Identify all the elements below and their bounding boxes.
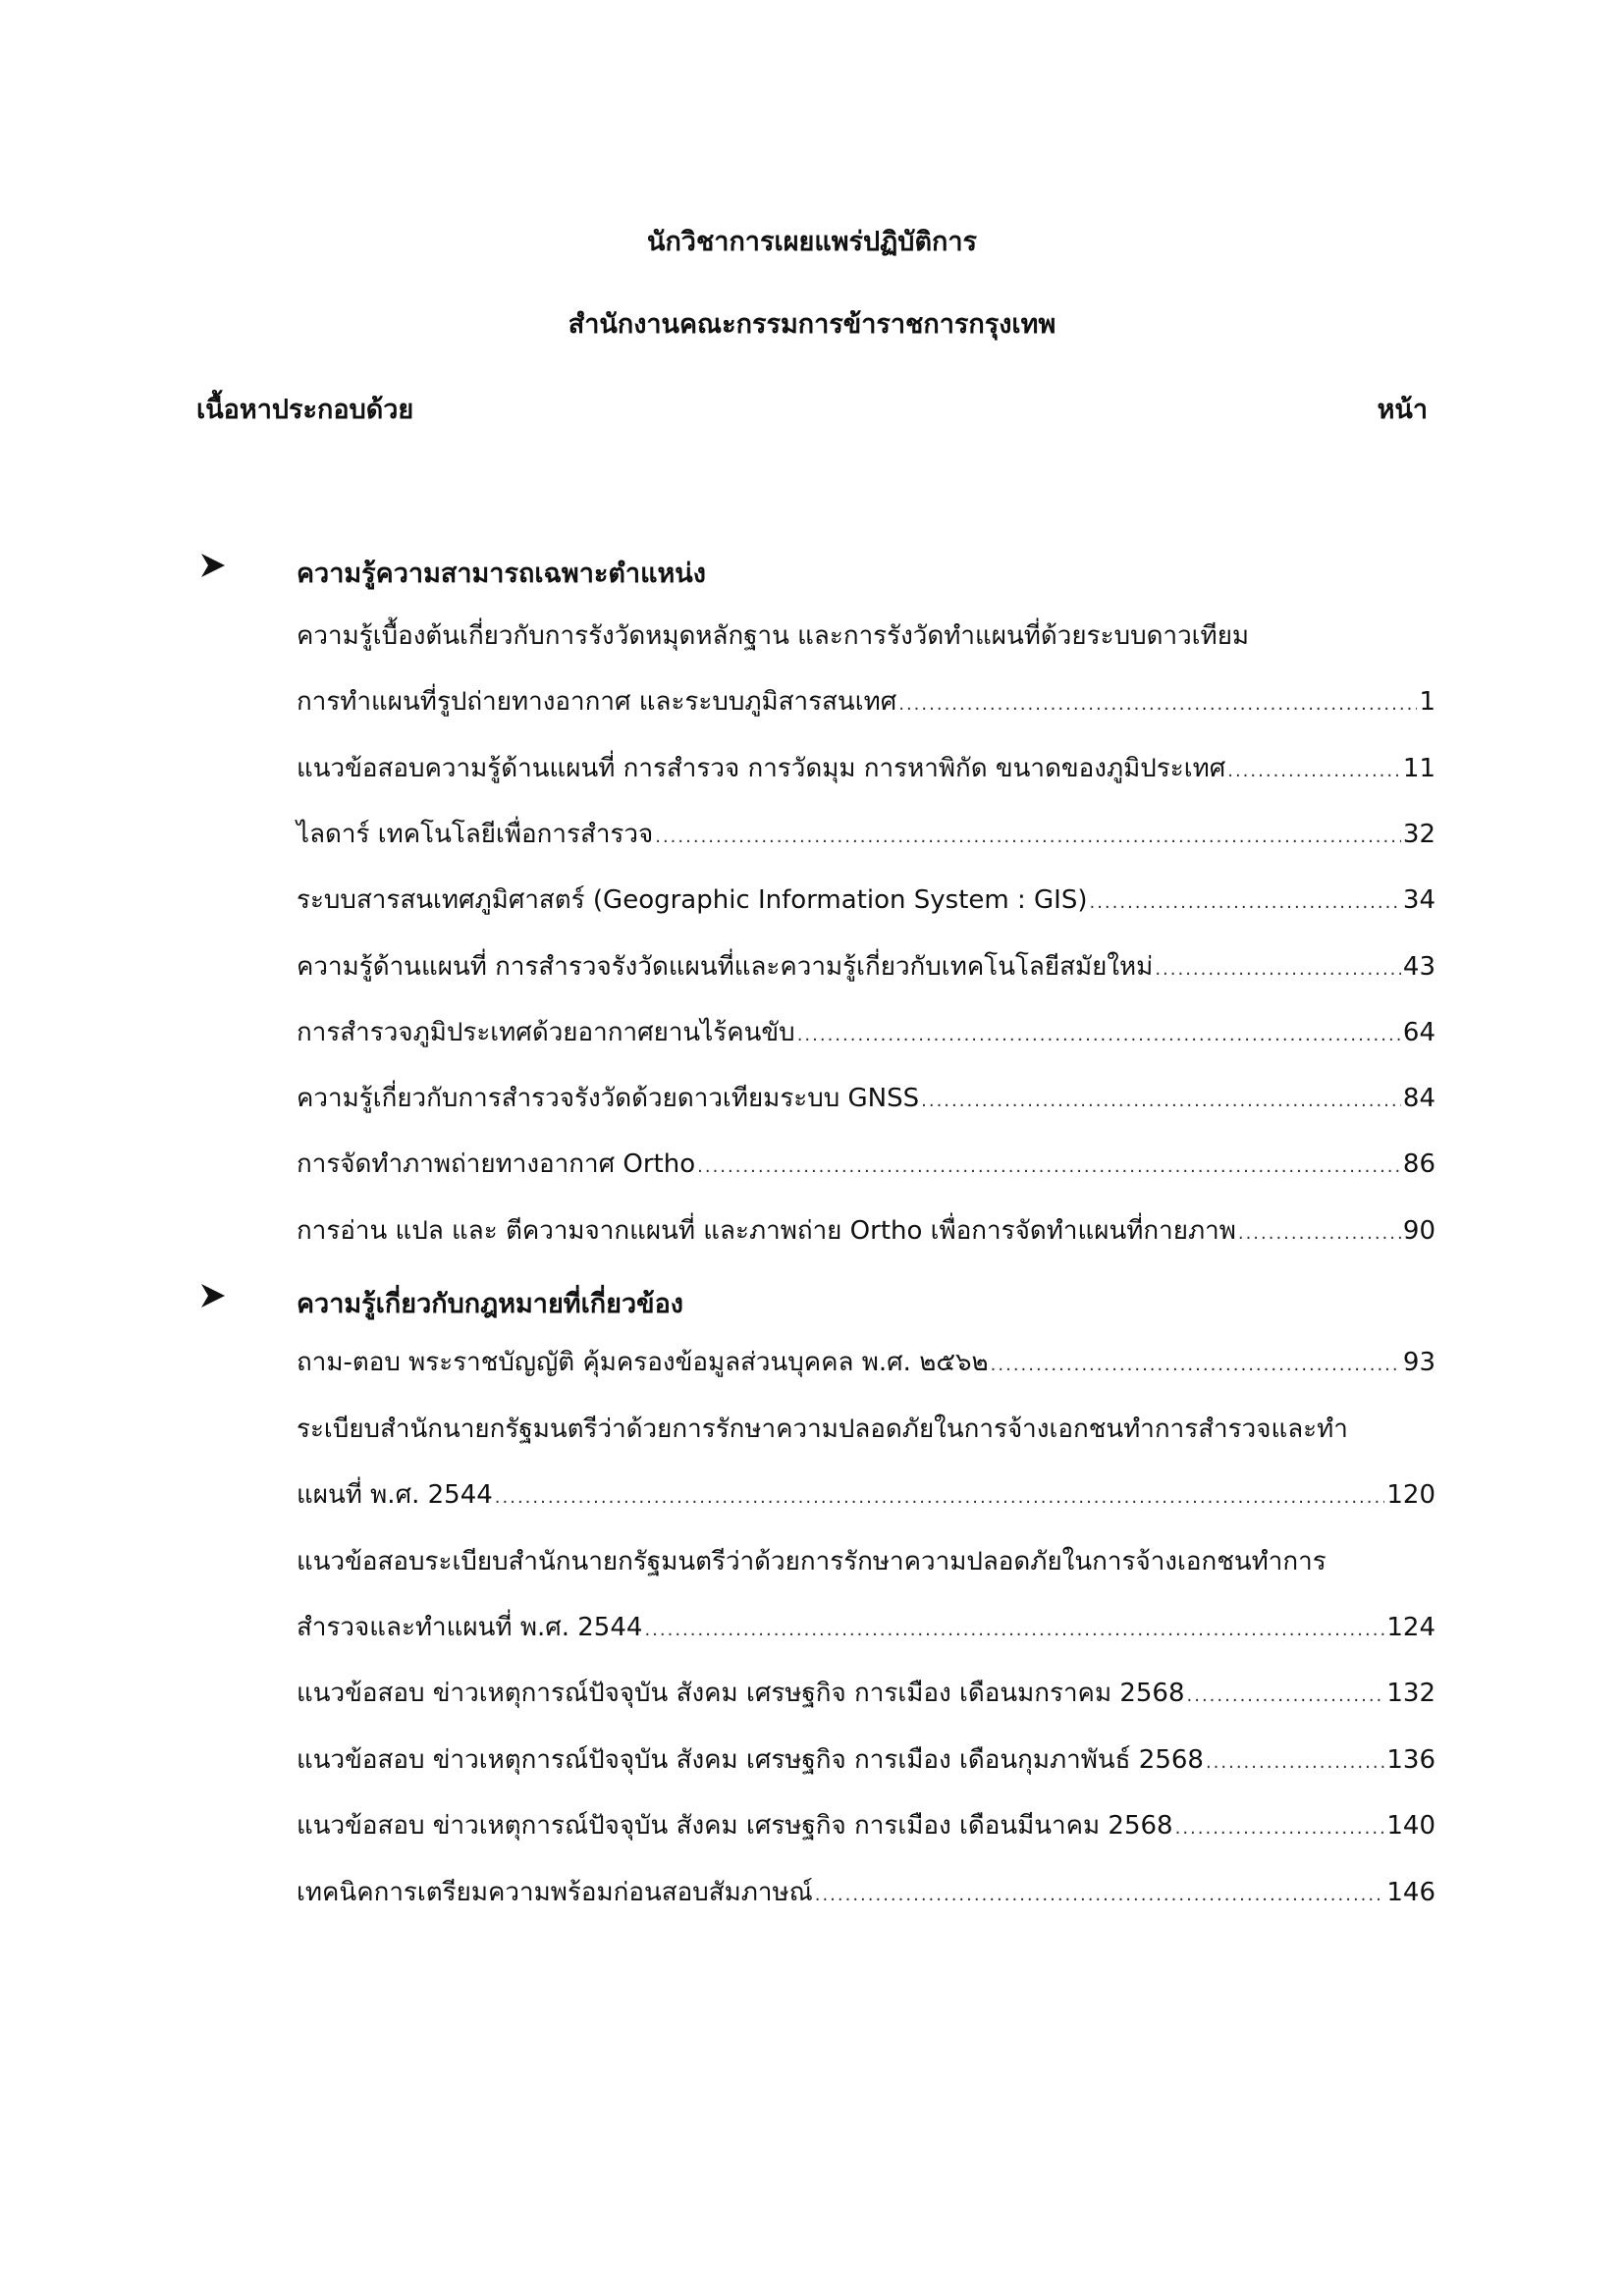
toc-entry xyxy=(297,1477,1435,1516)
arrowhead-bullet-icon xyxy=(199,1282,227,1309)
toc-page-number: 93 xyxy=(1402,1348,1435,1377)
toc-entry-text: แนวข้อสอบความรู้ด้านแผนที่ การสำรวจ การวัดมุม การหาพิกัด ขนาดของภูมิประเทศ xyxy=(297,754,1226,783)
contents-label: เนื้อหาประกอบด้วย xyxy=(196,395,414,425)
dot-leader xyxy=(1206,1745,1384,1781)
toc-entry-text: แนวข้อสอบ ข่าวเหตุการณ์ปัจจุบัน สังคม เศรษฐกิจ การเมือง เดือนมกราคม 2568 xyxy=(297,1679,1185,1708)
page-column-label: หน้า xyxy=(1377,395,1428,425)
document-title: นักวิชาการเผยแพร่ปฏิบัติการ xyxy=(647,227,977,257)
toc-entry xyxy=(297,1147,1435,1185)
toc-entry xyxy=(297,1412,1435,1447)
dot-leader xyxy=(898,687,1417,722)
dot-leader xyxy=(815,1878,1385,1913)
toc-page-number: 124 xyxy=(1386,1613,1435,1642)
toc-page-number: 1 xyxy=(1419,687,1435,717)
toc-page-number: 64 xyxy=(1402,1018,1435,1047)
dot-leader xyxy=(921,1084,1401,1119)
arrowhead-bullet-icon xyxy=(199,552,227,579)
toc-entry-text: ระบบสารสนเทศภูมิศาสตร์ (Geographic Information System : GIS) xyxy=(297,885,1088,915)
toc-page-number: 120 xyxy=(1386,1480,1435,1510)
toc-entry xyxy=(297,1213,1435,1252)
toc-page-number: 84 xyxy=(1402,1084,1435,1113)
dot-leader xyxy=(697,1149,1401,1185)
toc-page-number: 146 xyxy=(1386,1878,1435,1907)
toc-entry xyxy=(297,1676,1435,1714)
toc-entry-text: สำรวจและทำแผนที่ พ.ศ. 2544 xyxy=(297,1613,643,1642)
toc-entry-text: ความรู้เบื้องต้นเกี่ยวกับการรังวัดหมุดหลักฐาน และการรังวัดทำแผนที่ด้วยระบบดาวเทียม xyxy=(297,621,1250,651)
dot-leader xyxy=(495,1480,1385,1516)
toc-entry-text: แผนที่ พ.ศ. 2544 xyxy=(297,1480,493,1510)
toc-entry xyxy=(297,684,1435,722)
dot-leader xyxy=(797,1018,1401,1053)
toc-entry-text: การจัดทำภาพถ่ายทางอากาศ Ortho xyxy=(297,1149,696,1179)
toc-page-number: 32 xyxy=(1402,820,1435,849)
section-title: ความรู้ความสามารถเฉพาะตำแหน่ง xyxy=(297,559,706,589)
toc-entry-text: เทคนิคการเตรียมความพร้อมก่อนสอบสัมภาษณ์ xyxy=(297,1878,813,1907)
document-subtitle: สำนักงานคณะกรรมการข้าราชการกรุงเทพ xyxy=(568,309,1056,340)
toc-page-number: 11 xyxy=(1402,754,1435,783)
dot-leader xyxy=(1175,1811,1385,1846)
toc-entry xyxy=(297,817,1435,855)
toc-entry-text: ความรู้ด้านแผนที่ การสำรวจรังวัดแผนที่และความรู้เกี่ยวกับเทคโนโลยีสมัยใหม่ xyxy=(297,952,1154,982)
toc-entry xyxy=(297,1015,1435,1053)
dot-leader xyxy=(1227,754,1401,789)
section-title: ความรู้เกี่ยวกับกฎหมายที่เกี่ยวข้อง xyxy=(297,1289,683,1319)
dot-leader xyxy=(1238,1216,1401,1252)
dot-leader xyxy=(1187,1679,1385,1714)
toc-page-number: 43 xyxy=(1402,952,1435,982)
toc-entry-text: การสำรวจภูมิประเทศด้วยอากาศยานไร้คนขับ xyxy=(297,1018,795,1047)
toc-entry-text: การอ่าน แปล และ ตีความจากแผนที่ และภาพถ่าย Ortho เพื่อการจัดทำแผนที่กายภาพ xyxy=(297,1216,1236,1246)
toc-entry xyxy=(297,1610,1435,1648)
toc-entry xyxy=(297,1345,1435,1383)
toc-page-number: 140 xyxy=(1386,1811,1435,1841)
toc-entry-text: ไลดาร์ เทคโนโลยีเพื่อการสำรวจ xyxy=(297,820,654,849)
toc-page-number: 34 xyxy=(1402,885,1435,915)
dot-leader xyxy=(991,1348,1401,1383)
dot-leader xyxy=(1089,885,1400,921)
toc-entry-text: แนวข้อสอบ ข่าวเหตุการณ์ปัจจุบัน สังคม เศรษฐกิจ การเมือง เดือนมีนาคม 2568 xyxy=(297,1811,1173,1841)
dot-leader xyxy=(1155,952,1401,988)
toc-page-number: 90 xyxy=(1402,1216,1435,1246)
toc-page-number: 132 xyxy=(1386,1679,1435,1708)
toc-entry-text: ถาม-ตอบ พระราชบัญญัติ คุ้มครองข้อมูลส่วนบุคคล พ.ศ. ๒๕๖๒ xyxy=(297,1348,989,1377)
toc-entry-text: แนวข้อสอบ ข่าวเหตุการณ์ปัจจุบัน สังคม เศรษฐกิจ การเมือง เดือนกุมภาพันธ์ 2568 xyxy=(297,1745,1204,1775)
toc-entry-text: ความรู้เกี่ยวกับการสำรวจรังวัดด้วยดาวเทียมระบบ GNSS xyxy=(297,1084,920,1113)
toc-entry xyxy=(297,949,1435,988)
toc-entry xyxy=(297,751,1435,789)
toc-entry-text: การทำแผนที่รูปถ่ายทางอากาศ และระบบภูมิสารสนเทศ xyxy=(297,687,897,717)
toc-entry xyxy=(297,1544,1435,1579)
toc-entry xyxy=(297,1875,1435,1913)
toc-entry xyxy=(297,1742,1435,1781)
toc-entry xyxy=(297,1081,1435,1119)
toc-entry-text: ระเบียบสำนักนายกรัฐมนตรีว่าด้วยการรักษาความปลอดภัยในการจ้างเอกชนทำการสำรวจและทำ xyxy=(297,1415,1348,1444)
dot-leader xyxy=(644,1613,1384,1648)
toc-entry xyxy=(297,882,1435,921)
toc-entry xyxy=(297,1808,1435,1846)
dot-leader xyxy=(655,820,1401,855)
toc-entry-text: แนวข้อสอบระเบียบสำนักนายกรัฐมนตรีว่าด้วยการรักษาความปลอดภัยในการจ้างเอกชนทำการ xyxy=(297,1547,1326,1576)
toc-page-number: 86 xyxy=(1402,1149,1435,1179)
toc-page-number: 136 xyxy=(1386,1745,1435,1775)
toc-entry xyxy=(297,618,1435,654)
